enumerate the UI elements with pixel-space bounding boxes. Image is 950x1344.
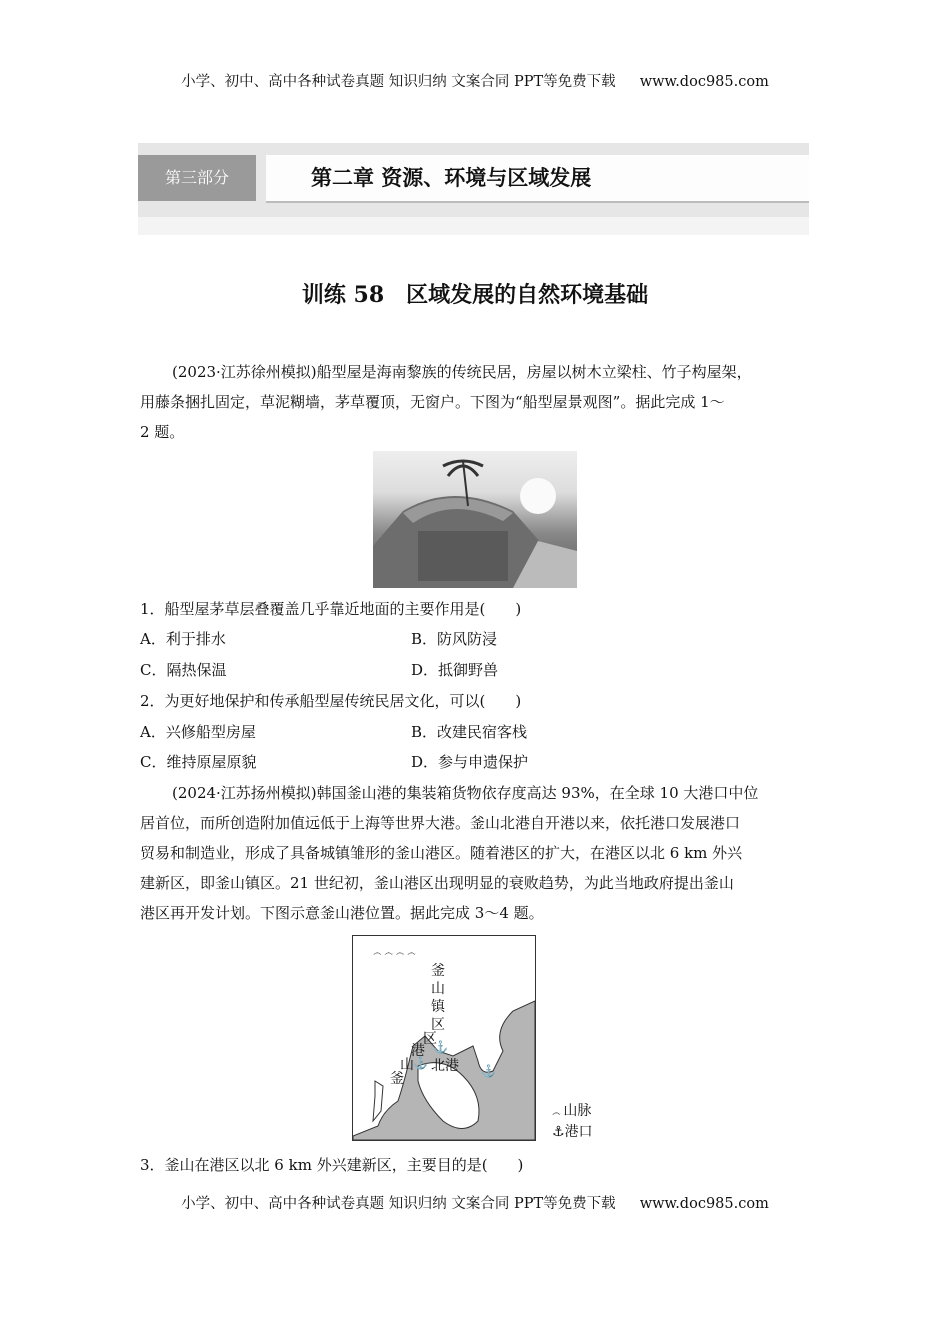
chapter-banner	[138, 143, 809, 235]
north-port-label: 北港	[431, 1058, 459, 1074]
legend-port	[552, 1121, 593, 1141]
q2-option-d: D．参与申遗保护	[411, 753, 529, 771]
boat-house-photo	[373, 451, 577, 588]
town-label: 釜山镇区	[431, 963, 445, 1033]
q1-option-d: D．抵御野兽	[411, 661, 499, 679]
port-area-label-char: 区	[423, 1031, 437, 1047]
anchor-icon: ⚓	[433, 1040, 448, 1054]
footer-site: www.doc985.com	[639, 1196, 769, 1212]
anchor-icon: ⚓	[413, 1056, 428, 1070]
legend-port-label: 港口	[564, 1124, 593, 1140]
header	[0, 70, 950, 91]
boat-house-illustration	[373, 451, 577, 588]
footer-text: 小学、初中、高中各种试卷真题 知识归纳 文案合同 PPT等免费下载	[181, 1196, 616, 1212]
intro2-line: 建新区，即釜山镇区。21 世纪初，釜山港区出现明显的衰败趋势，为此当地政府提出釜山	[140, 874, 734, 892]
q2-option-c: C．维持原屋原貌	[140, 753, 257, 771]
port-area-label-char: 山	[400, 1057, 414, 1073]
q1-stem: 1．船型屋茅草层叠覆盖几乎靠近地面的主要作用是( )	[140, 600, 522, 618]
anchor-icon: ⚓	[552, 1124, 565, 1140]
chapter-title: 第二章 资源、环境与区域发展	[266, 155, 809, 203]
legend-mountain	[552, 1100, 591, 1120]
page-title: 训练 58 区域发展的自然环境基础	[301, 282, 649, 308]
mountain-icon: ෴ ෴ ෴ ෴	[373, 948, 416, 958]
q2-stem: 2．为更好地保护和传承船型屋传统民居文化，可以( )	[140, 692, 522, 710]
q2-option-a: A．兴修船型房屋	[140, 723, 256, 741]
mountain-icons	[373, 946, 416, 960]
port-area-label-char: 釜	[390, 1071, 404, 1087]
busan-port-map	[352, 935, 536, 1141]
intro1-line: 2 题。	[140, 423, 185, 441]
q3-stem: 3．釜山在港区以北 6 km 外兴建新区，主要目的是( )	[140, 1156, 524, 1174]
header-site: www.doc985.com	[639, 74, 769, 90]
mountain-icon: ෴	[552, 1108, 564, 1118]
q1-option-c: C．隔热保温	[140, 661, 227, 679]
port-area-label-char: 港	[411, 1043, 425, 1059]
intro2-line: 港区再开发计划。下图示意釜山港位置。据此完成 3～4 题。	[140, 904, 544, 922]
legend-mountain-label: 山脉	[563, 1103, 592, 1119]
banner-strip	[138, 217, 809, 235]
q1-option-a: A．利于排水	[140, 630, 226, 648]
footer	[0, 1192, 950, 1213]
intro2-line: (2024·江苏扬州模拟)韩国釜山港的集装箱货物依存度高达 93%，在全球 10 大港口中位	[172, 784, 759, 802]
intro1-line: (2023·江苏徐州模拟)船型屋是海南黎族的传统民居，房屋以树木立梁柱、竹子构屋架，	[172, 363, 752, 381]
part-label: 第三部分	[138, 155, 256, 201]
anchor-icon: ⚓	[481, 1064, 496, 1078]
q2-option-b: B．改建民宿客栈	[411, 723, 528, 741]
header-text: 小学、初中、高中各种试卷真题 知识归纳 文案合同 PPT等免费下载	[181, 74, 616, 90]
q1-option-b: B．防风防浸	[411, 630, 498, 648]
intro1-line: 用藤条捆扎固定，草泥糊墙，茅草覆顶，无窗户。下图为“船型屋景观图”。据此完成 1～	[140, 393, 725, 411]
intro2-line: 居首位，而所创造附加值远低于上海等世界大港。釜山北港自开港以来，依托港口发展港口	[140, 814, 741, 832]
intro2-line: 贸易和制造业，形成了具备城镇雏形的釜山港区。随着港区的扩大，在港区以北 6 km 外兴	[140, 844, 743, 862]
